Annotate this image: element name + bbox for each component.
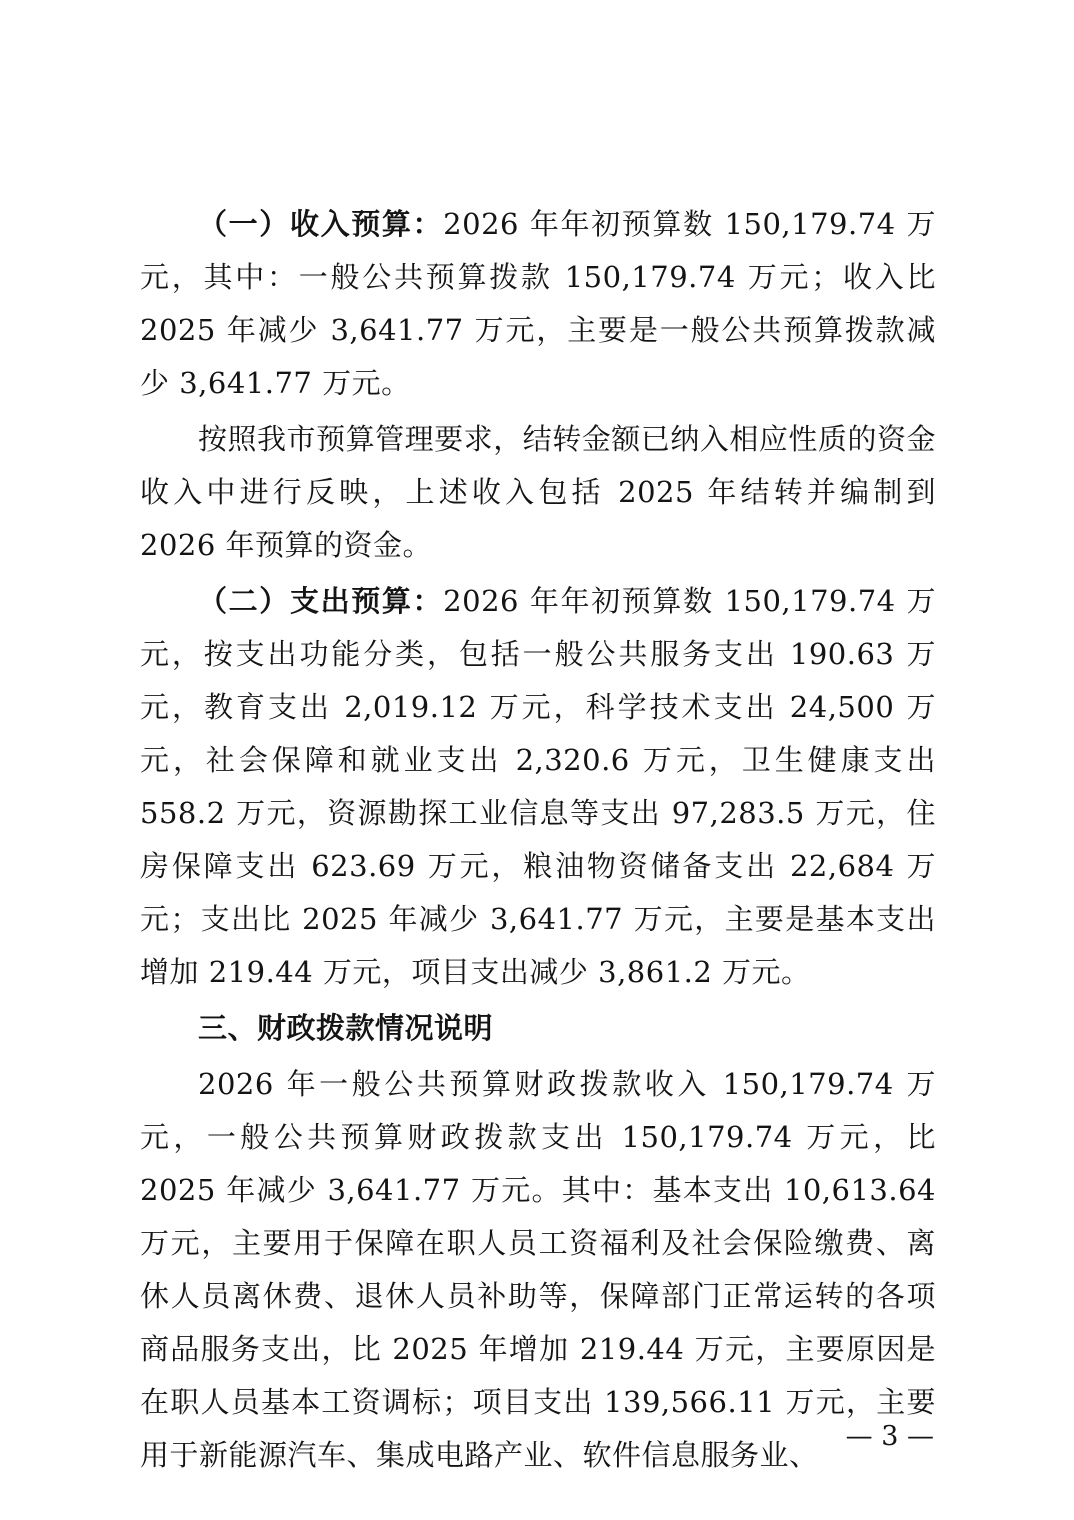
appropriation-paragraph: 2026 年一般公共预算财政拨款收入 150,179.74 万元，一般公共预算财政拨款支出 150,179.74 万元，比 2025 年减少 3,641.77 万元。其中：基本支出 10,613.64 万元，主要用于保障在职人员工资福利及社会保险缴费、离休人员离休费、退休人员补助等，保障部门正常运转的各项商品服务支出，比 2025 年增加 219.44 万元，主要原因是在职人员基本工资调标；项目支出 139,566.11 万元，主要用于新能源汽车、集成电路产业、软件信息服务业、 (140, 1067, 936, 1472)
income-budget-paragraph (140, 198, 936, 410)
carryover-text: 按照我市预算管理要求，结转金额已纳入相应性质的资金收入中进行反映，上述收入包括 2025 年结转并编制到 2026 年预算的资金。 (140, 422, 936, 562)
page-number: — 3 — (845, 1421, 934, 1452)
section-heading: 三、财政拨款情况说明 (198, 1011, 494, 1045)
income-budget-lead: （一）收入预算： (198, 207, 444, 241)
document-body (140, 198, 936, 1485)
carryover-paragraph (140, 413, 936, 572)
expenditure-budget-text: 2026 年年初预算数 150,179.74 万元，按支出功能分类，包括一般公共服务支出 190.63 万元，教育支出 2,019.12 万元，科学技术支出 24,500 万元，社会保障和就业支出 2,320.6 万元，卫生健康支出 558.2 万元，资源勘探工业信息等支出 97,283.5 万元，住房保障支出 623.69 万元，粮油物资储备支出 22,684 万元；支出比 2025 年减少 3,641.77 万元，主要是基本支出增加 219.44 万元，项目支出减少 3,861.2 万元。 (140, 584, 936, 989)
expenditure-budget-lead: （二）支出预算： (198, 584, 444, 618)
income-budget-text: 2026 年年初预算数 150,179.74 万元，其中：一般公共预算拨款 150,179.74 万元；收入比 2025 年减少 3,641.77 万元，主要是一般公共预算拨款减少 3,641.77 万元。 (140, 207, 936, 400)
expenditure-budget-paragraph (140, 575, 936, 999)
